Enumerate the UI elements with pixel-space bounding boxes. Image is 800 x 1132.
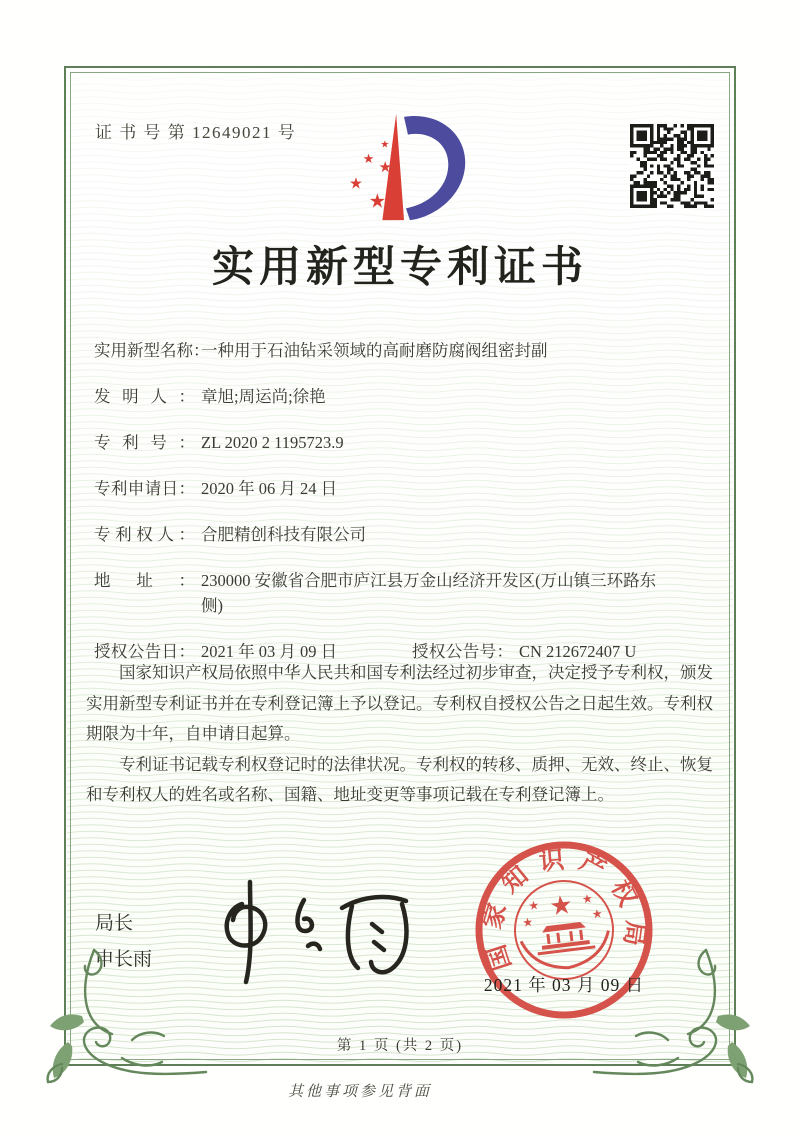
signer-name: 申长雨 — [95, 949, 153, 970]
back-note: 其他事项参见背面 — [287, 1084, 432, 1100]
seal-date: 2021 年 03 月 09 日 — [483, 975, 645, 995]
legal-text — [86, 658, 714, 811]
field-list — [94, 338, 710, 685]
seal-small-star: ★ — [521, 914, 534, 930]
field-label: 授权公告日 ： — [94, 639, 195, 664]
field-label: 授权公告号 ： — [412, 639, 513, 664]
field-value: 合肥精创科技有限公司 — [201, 525, 366, 544]
field-value: 230000 安徽省合肥市庐江县万金山经济开发区(万山镇三环路东侧) — [201, 571, 657, 615]
signer-title: 局长 — [95, 913, 134, 934]
legal-paragraph: 国家知识产权局依照中华人民共和国专利法经过初步审查，决定授予专利权，颁发实用新型专利证书并在专利登记簿上予以登记。专利权自授权公告之日起生效。专利权期限为十年，自申请日起算。 — [86, 663, 713, 744]
field-row-inventors — [94, 384, 710, 409]
field-row-address — [94, 568, 710, 618]
field-value: CN 212672407 U — [519, 642, 637, 661]
certificate-number: 证 书 号 第 12649021 号 — [95, 123, 297, 142]
seal-small-star: ★ — [591, 906, 604, 922]
cnipa-patent-logo-icon — [330, 110, 480, 228]
field-label: 专利权人 ： — [94, 522, 195, 547]
field-label: 专利号 ： — [94, 430, 195, 455]
seal-small-star: ★ — [581, 891, 594, 907]
seal-ring-text: 国家知识产权局 — [479, 845, 649, 974]
floral-corner-flourish-icon — [36, 948, 208, 1086]
field-value: 2021 年 03 月 09 日 — [201, 642, 338, 661]
field-row-patent-number — [94, 430, 710, 455]
logo-star: ★ — [362, 152, 375, 167]
field-value: 一种用于石油钻采领域的高耐磨防腐阀组密封副 — [201, 341, 548, 360]
legal-paragraph: 专利证书记载专利权登记时的法律状况。专利权的转移、质押、无效、终止、恢复和专利权人的姓名或名称、国籍、地址变更等事项记载在专利登记簿上。 — [86, 754, 713, 805]
field-row-patentee — [94, 522, 710, 547]
field-value: ZL 2020 2 1195723.9 — [201, 433, 344, 452]
logo-star: ★ — [380, 139, 390, 151]
logo-star: ★ — [348, 175, 364, 193]
director-signature-icon — [200, 872, 425, 990]
field-label: 地址 ： — [94, 568, 195, 593]
floral-corner-flourish-icon — [592, 948, 764, 1086]
logo-star: ★ — [378, 159, 392, 176]
field-label: 专利申请日 ： — [94, 476, 195, 501]
page-number: 第 1 页 (共 2 页) — [336, 1038, 464, 1054]
seal-big-star: ★ — [547, 889, 575, 922]
field-row-utility-model-name — [94, 338, 710, 363]
field-label: 实用新型名称 ： — [94, 338, 195, 363]
logo-star: ★ — [368, 190, 387, 213]
seal-small-star: ★ — [527, 897, 540, 914]
field-value: 章旭;周运尚;徐艳 — [201, 387, 326, 406]
qr-code — [630, 124, 714, 208]
field-value: 2020 年 06 月 24 日 — [201, 479, 338, 498]
field-label: 发明人 ： — [94, 384, 195, 409]
field-row-filing-date — [94, 476, 710, 501]
certificate-title: 实用新型专利证书 — [211, 245, 588, 291]
